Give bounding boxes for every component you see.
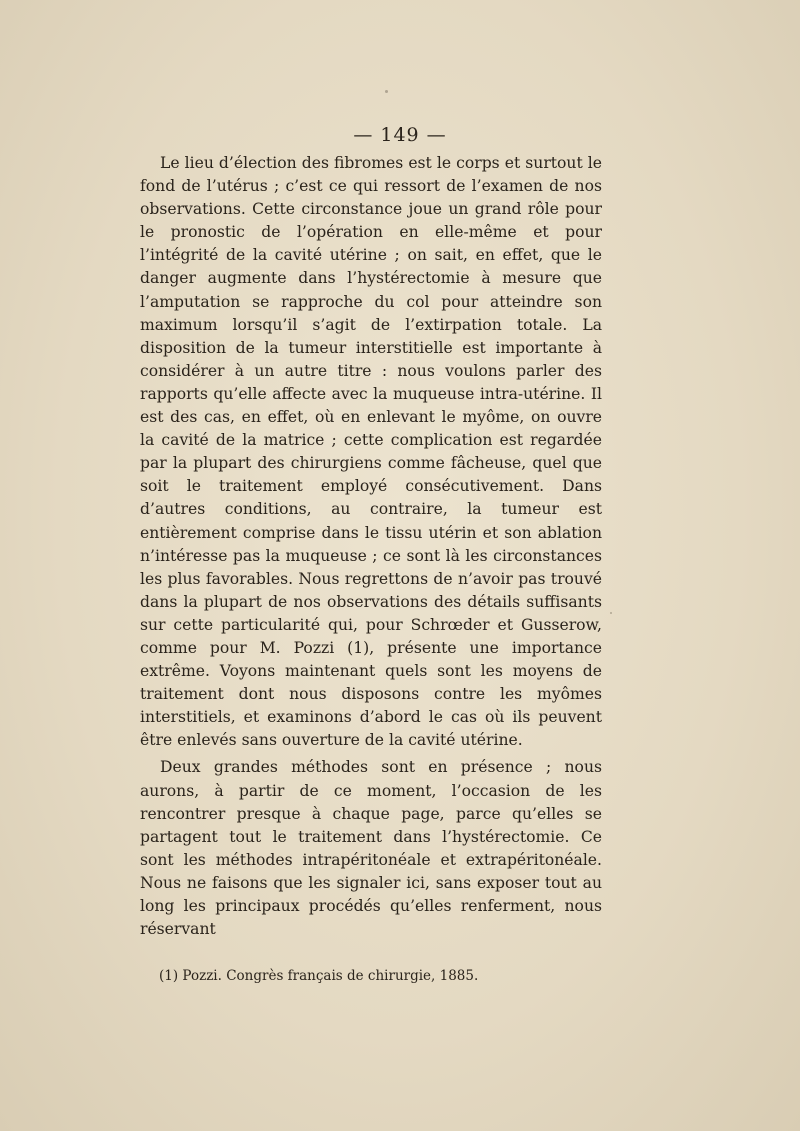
body-text bbox=[140, 152, 602, 941]
page-number: — 149 — bbox=[353, 124, 447, 146]
paragraph-1: Le lieu d’élection des fibromes est le corps et surtout le fond de l’utérus ; c’est ce qui ressort de l’examen de nos observations. Cette circonstance joue un grand rôle pour le pronostic de l’opération en elle-même et pour l’intégrité de la cavité utérine ; on sait, en effet, que le danger augmente dans l’hystérectomie à mesure que l’amputation se rapproche du col pour atteindre son maximum lorsqu’il s’agit de l’extirpation totale. La disposition de la tumeur interstitielle est importante à considérer à un autre titre : nous voulons parler des rapports qu’elle affecte avec la muqueuse intra-utérine. Il est des cas, en effet, où en enlevant le myôme, on ouvre la cavité de la matrice ; cette complication est regardée par la plupart des chirurgiens comme fâcheuse, quel que soit le traitement employé consécutivement. Dans d’autres conditions, au contraire, la tumeur est entièrement comprise dans le tissu utérin et son ablation n’intéresse pas la muqueuse ; ce sont là les circonstances les plus favorables. Nous regrettons de n’avoir pas trouvé dans la plupart de nos observations des détails suffisants sur cette particularité qui, pour Schrœder et Gusserow, comme pour M. Pozzi (1), présente une importance extrême. Voyons maintenant quels sont les moyens de traitement dont nous disposons contre les myômes interstitiels, et examinons d’abord le cas où ils peuvent être enlevés sans ouverture de la cavité utérine. bbox=[140, 154, 602, 750]
footnote: (1) Pozzi. Congrès français de chirurgie, 1885. bbox=[159, 968, 479, 984]
paragraph-2: Deux grandes méthodes sont en présence ; nous aurons, à partir de ce moment, l’occasion de les rencontrer presque à chaque page, parce qu’elles se partagent tout le traitement dans l’hystérectomie. Ce sont les méthodes intrapéritonéale et extrapéritonéale. Nous ne faisons que les signaler ici, sans exposer tout au long les principaux procédés qu’elles renferment, nous réservant bbox=[140, 758, 602, 939]
paper-speck bbox=[610, 612, 612, 614]
paper-speck bbox=[385, 90, 388, 93]
